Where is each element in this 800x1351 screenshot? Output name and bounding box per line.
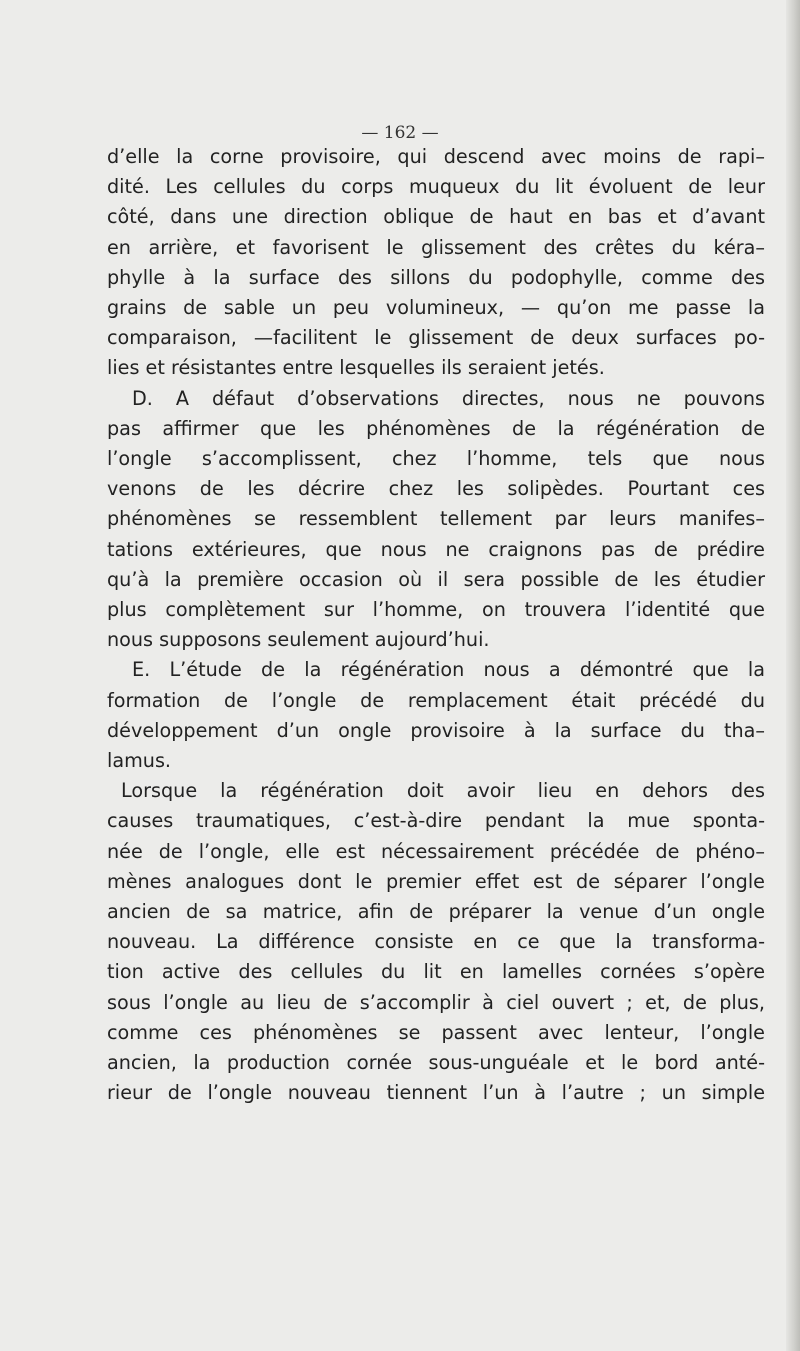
text-line: nouveau. La différence consiste en ce que la transforma- xyxy=(107,930,765,954)
text-line: mènes analogues dont le premier effet est de séparer l’ongle xyxy=(107,869,765,893)
text-line: l’ongle s’accomplissent, chez l’homme, tels que nous xyxy=(107,447,765,471)
text-line: Lorsque la régénération doit avoir lieu en dehors des xyxy=(121,779,765,803)
text-line: lies et résistantes entre lesquelles ils seraient jetés. xyxy=(107,356,605,380)
text-line: venons de les décrire chez les solipèdes. Pourtant ces xyxy=(107,477,765,501)
text-line: côté, dans une direction oblique de haut en bas et d’avant xyxy=(107,205,765,229)
text-line: tion active des cellules du lit en lamelles cornées s’opère xyxy=(107,960,765,984)
text-line: d’elle la corne provisoire, qui descend avec moins de rapi– xyxy=(107,145,765,168)
text-line: plus complètement sur l’homme, on trouvera l’identité que xyxy=(107,598,765,622)
page-edge-shadow xyxy=(786,0,800,1351)
text-line: comparaison, —facilitent le glissement de deux surfaces po- xyxy=(107,326,765,350)
text-line: née de l’ongle, elle est nécessairement précédée de phéno– xyxy=(107,839,765,863)
page-number: — 162 — xyxy=(361,123,439,143)
text-line: comme ces phénomènes se passent avec lenteur, l’ongle xyxy=(107,1020,765,1044)
text-line: dité. Les cellules du corps muqueux du lit évoluent de leur xyxy=(107,175,765,199)
text-line: E. L’étude de la régénération nous a démontré que la xyxy=(132,658,765,682)
text-line: pas affirmer que les phénomènes de la régénération de xyxy=(107,416,765,440)
text-line: phylle à la surface des sillons du podophylle, comme des xyxy=(107,265,765,289)
text-line: rieur de l’ongle nouveau tiennent l’un à l’autre ; un simple xyxy=(107,1081,765,1105)
text-line: en arrière, et favorisent le glissement des crêtes du kéra– xyxy=(107,235,765,259)
text-line: D. A défaut d’observations directes, nous ne pouvons xyxy=(132,386,765,410)
text-line: ancien, la production cornée sous-unguéale et le bord anté- xyxy=(107,1051,765,1075)
text-line: qu’à la première occasion où il sera possible de les étudier xyxy=(107,567,765,591)
text-line: sous l’ongle au lieu de s’accomplir à ciel ouvert ; et, de plus, xyxy=(107,990,765,1014)
text-line: tations extérieures, que nous ne craignons pas de prédire xyxy=(107,537,765,561)
text-line: nous supposons seulement aujourd’hui. xyxy=(107,628,490,652)
text-line: développement d’un ongle provisoire à la surface du tha– xyxy=(107,718,765,742)
text-line: grains de sable un peu volumineux, — qu’on me passe la xyxy=(107,296,765,320)
text-line: formation de l’ongle de remplacement était précédé du xyxy=(107,688,765,712)
text-line: lamus. xyxy=(107,749,172,773)
body-text xyxy=(107,142,765,1109)
text-line: ancien de sa matrice, afin de préparer la venue d’un ongle xyxy=(107,900,765,924)
text-line: causes traumatiques, c’est-à-dire pendant la mue sponta- xyxy=(107,809,765,833)
text-line: phénomènes se ressemblent tellement par leurs manifes– xyxy=(107,507,765,531)
